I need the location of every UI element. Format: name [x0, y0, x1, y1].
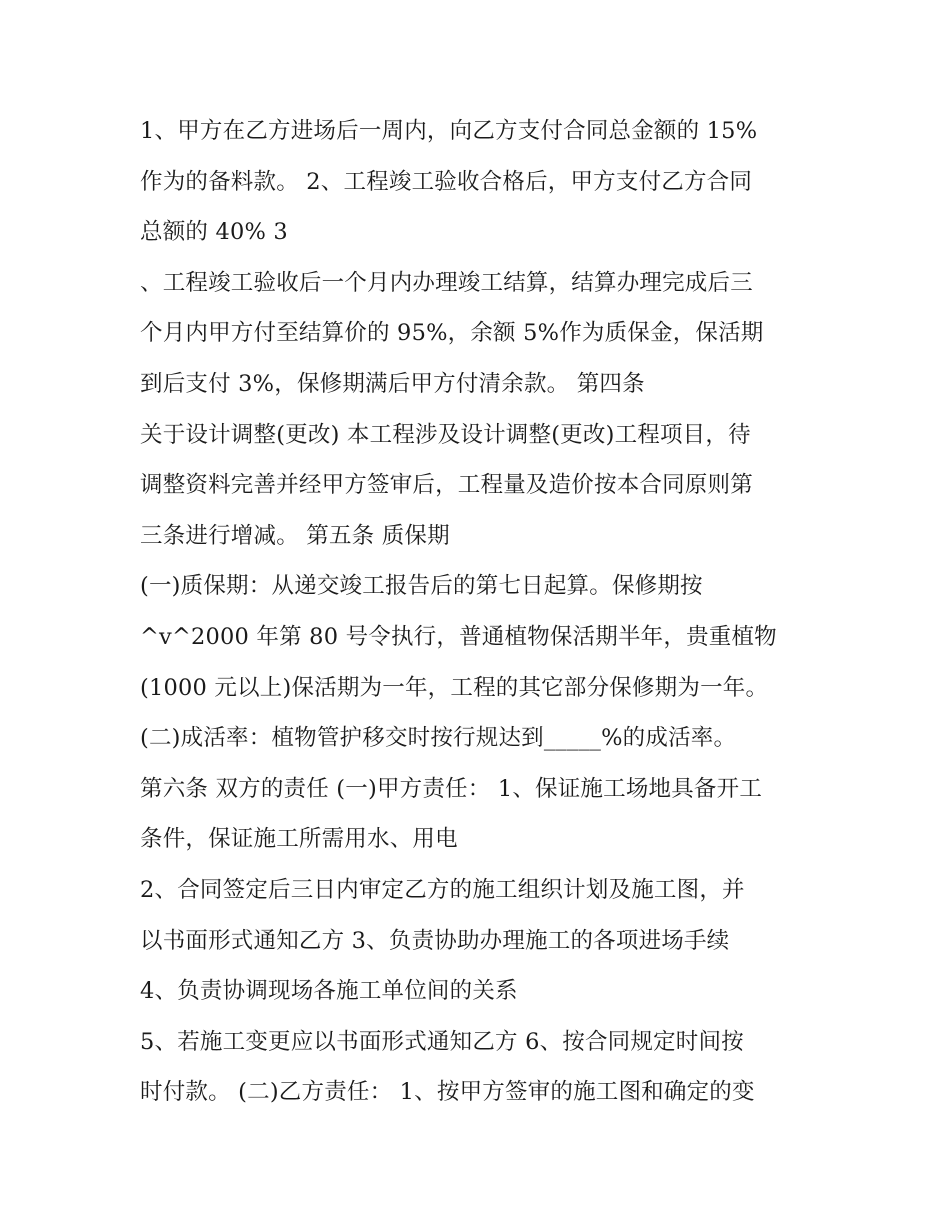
- text-line: 条件，保证施工所需用水、用电: [140, 826, 458, 853]
- text-line: 5、若施工变更应以书面形式通知乙方 6、按合同规定时间按: [140, 1028, 744, 1055]
- text-line: 关于设计调整(更改) 本工程涉及设计调整(更改)工程项目，待: [140, 421, 751, 448]
- text-line: (1000 元以上)保活期为一年，工程的其它部分保修期为一年。: [140, 674, 769, 701]
- text-line: 作为的备料款。 2、工程竣工验收合格后，甲方支付乙方合同: [140, 168, 753, 195]
- text-line: 个月内甲方付至结算价的 95%，余额 5%作为质保金，保活期: [140, 320, 764, 347]
- text-line: 1、甲方在乙方进场后一周内，向乙方支付合同总金额的 15%: [140, 118, 758, 144]
- text-line: ^v^2000 年第 80 号令执行，普通植物保活期半年，贵重植物: [140, 623, 777, 650]
- text-line: 第六条 双方的责任 (一)甲方责任： 1、保证施工场地具备开工: [140, 775, 763, 802]
- text-line: 到后支付 3%，保修期满后甲方付清余款。 第四条: [140, 370, 645, 397]
- text-line: 以书面形式通知乙方 3、负责协助办理施工的各项进场手续: [140, 927, 730, 954]
- text-line: (二)成活率：植物管护移交时按行规达到_____%的成活率。: [140, 725, 737, 752]
- text-line: (一)质保期：从递交竣工报告后的第七日起算。保修期按: [140, 573, 703, 600]
- text-line: 4、负责协调现场各施工单位间的关系: [140, 978, 518, 1005]
- text-line: 、工程竣工验收后一个月内办理竣工结算，结算办理完成后三: [140, 269, 753, 296]
- document-body: [140, 112, 830, 1124]
- text-line: 时付款。 (二)乙方责任： 1、按甲方签审的施工图和确定的变: [140, 1079, 755, 1106]
- text-line: 调整资料完善并经甲方签审后，工程量及造价按本合同原则第: [140, 472, 753, 499]
- text-line: 三条进行增减。 第五条 质保期: [140, 522, 450, 549]
- text-line: 总额的 40% 3: [140, 219, 288, 246]
- text-line: 2、合同签定后三日内审定乙方的施工组织计划及施工图，并: [140, 876, 745, 903]
